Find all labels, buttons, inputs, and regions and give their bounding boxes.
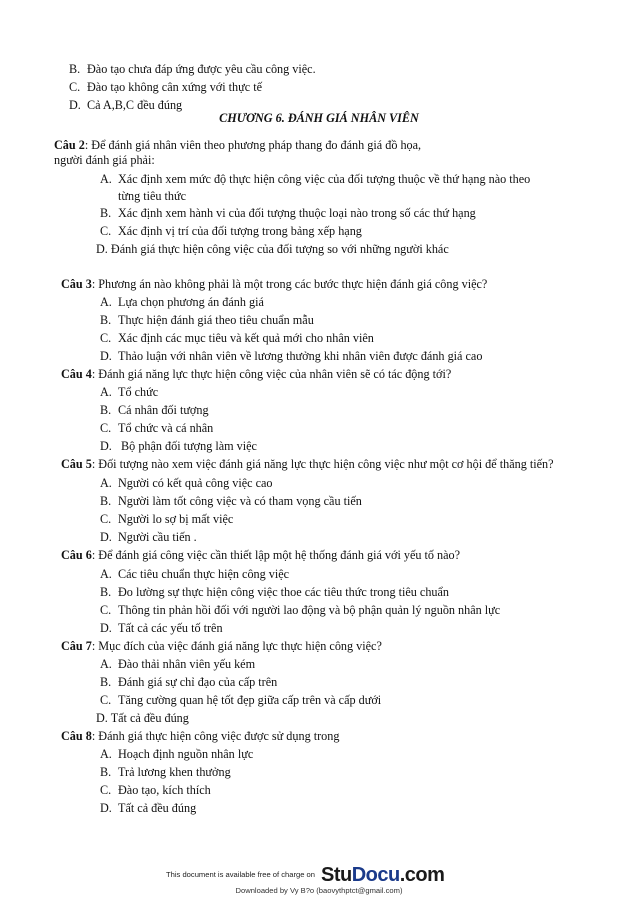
list-item: C. Người lo sợ bị mất việc bbox=[100, 512, 234, 526]
question-2: Câu 2: Để đánh giá nhân viên theo phương pháp thang đo đánh giá đồ họa, bbox=[54, 138, 422, 152]
list-item: A. Hoạch định nguồn nhân lực bbox=[100, 747, 254, 761]
list-item: D. Cả A,B,C đều đúng bbox=[69, 98, 183, 112]
list-item: B. Người làm tốt công việc và có tham vọng cầu tiến bbox=[100, 494, 362, 508]
list-item: C. Tăng cường quan hệ tốt đẹp giữa cấp trên và cấp dưới bbox=[100, 693, 382, 707]
list-item: B. Đào tạo chưa đáp ứng được yêu cầu công việc. bbox=[69, 62, 316, 76]
studocu-logo[interactable]: StuDocu.com bbox=[321, 864, 445, 886]
list-item: B. Xác định xem hành vi của đối tượng thuộc loại nào trong số các thứ hạng bbox=[100, 206, 476, 220]
list-item: B. Đánh giá sự chỉ đạo của cấp trên bbox=[100, 675, 278, 689]
available-text: This document is available free of charge on bbox=[166, 870, 316, 879]
list-item: B. Đo lường sự thực hiện công việc thoe các tiêu thức trong tiêu chuẩn bbox=[100, 585, 450, 599]
list-item: D. Đánh giá thực hiện công việc của đối tượng so với những người khác bbox=[96, 242, 449, 256]
list-item: C. Xác định vị trí của đối tượng trong bảng xếp hạng bbox=[100, 224, 362, 238]
list-item: B. Trả lương khen thưởng bbox=[100, 765, 231, 779]
list-item: C. Thông tin phản hồi đối với người lao động và bộ phận quản lý nguồn nhân lực bbox=[100, 603, 501, 617]
question-5: Câu 5: Đối tượng nào xem việc đánh giá năng lực thực hiện công việc như một cơ hội để thăng tiến? bbox=[61, 457, 554, 471]
list-item: C. Xác định các mục tiêu và kết quả mới cho nhân viên bbox=[100, 331, 374, 345]
list-item: C. Đào tạo, kích thích bbox=[100, 783, 211, 797]
list-item: D. Tất cả đều đúng bbox=[100, 801, 197, 815]
list-item: D. Thảo luận với nhân viên về lương thưởng khi nhân viên được đánh giá cao bbox=[100, 349, 483, 363]
list-item: A. Người có kết quả công việc cao bbox=[100, 476, 273, 490]
list-item: A. Đào thải nhân viên yếu kém bbox=[100, 657, 256, 671]
question-6: Câu 6: Để đánh giá công việc cần thiết lập một hệ thống đánh giá với yếu tố nào? bbox=[61, 548, 461, 562]
list-item: A. Các tiêu chuẩn thực hiện công việc bbox=[100, 567, 290, 581]
question-4: Câu 4: Đánh giá năng lực thực hiện công việc của nhân viên sẽ có tác động tới? bbox=[61, 367, 452, 381]
question-7: Câu 7: Mục đích của việc đánh giá năng lực thực hiện công việc? bbox=[61, 639, 382, 653]
list-item: D. Người cầu tiến . bbox=[100, 530, 197, 544]
list-item: D. Tất cả các yếu tố trên bbox=[100, 621, 223, 635]
question-2-continued: người đánh giá phải: bbox=[54, 153, 155, 167]
list-item: A. Lựa chọn phương án đánh giá bbox=[100, 295, 264, 309]
studocu-banner[interactable] bbox=[166, 863, 444, 886]
list-item: D. Bộ phận đối tượng làm việc bbox=[100, 439, 257, 453]
list-item: A. Tổ chức bbox=[100, 385, 159, 399]
list-item: C. Đào tạo không cân xứng với thực tế bbox=[69, 80, 263, 94]
chapter-title: CHƯƠNG 6. ĐÁNH GIÁ NHÂN VIÊN bbox=[219, 111, 419, 125]
list-item: A. Xác định xem mức độ thực hiện công việc của đối tượng thuộc về thứ hạng nào theo bbox=[100, 172, 531, 186]
list-item: D. Tất cả đều đúng bbox=[96, 711, 189, 725]
list-item: B. Thực hiện đánh giá theo tiêu chuẩn mẫu bbox=[100, 313, 314, 327]
list-item: B. Cá nhân đối tượng bbox=[100, 403, 209, 417]
question-8: Câu 8: Đánh giá thực hiện công việc được sử dụng trong bbox=[61, 729, 340, 743]
question-3: Câu 3: Phương án nào không phải là một trong các bước thực hiện đánh giá công việc? bbox=[61, 277, 488, 291]
list-item: C. Tổ chức và cá nhân bbox=[100, 421, 214, 435]
download-info: Downloaded by Vy B?o (baovythptct@gmail.com) bbox=[235, 886, 403, 895]
list-item: từng tiêu thức bbox=[118, 189, 187, 203]
